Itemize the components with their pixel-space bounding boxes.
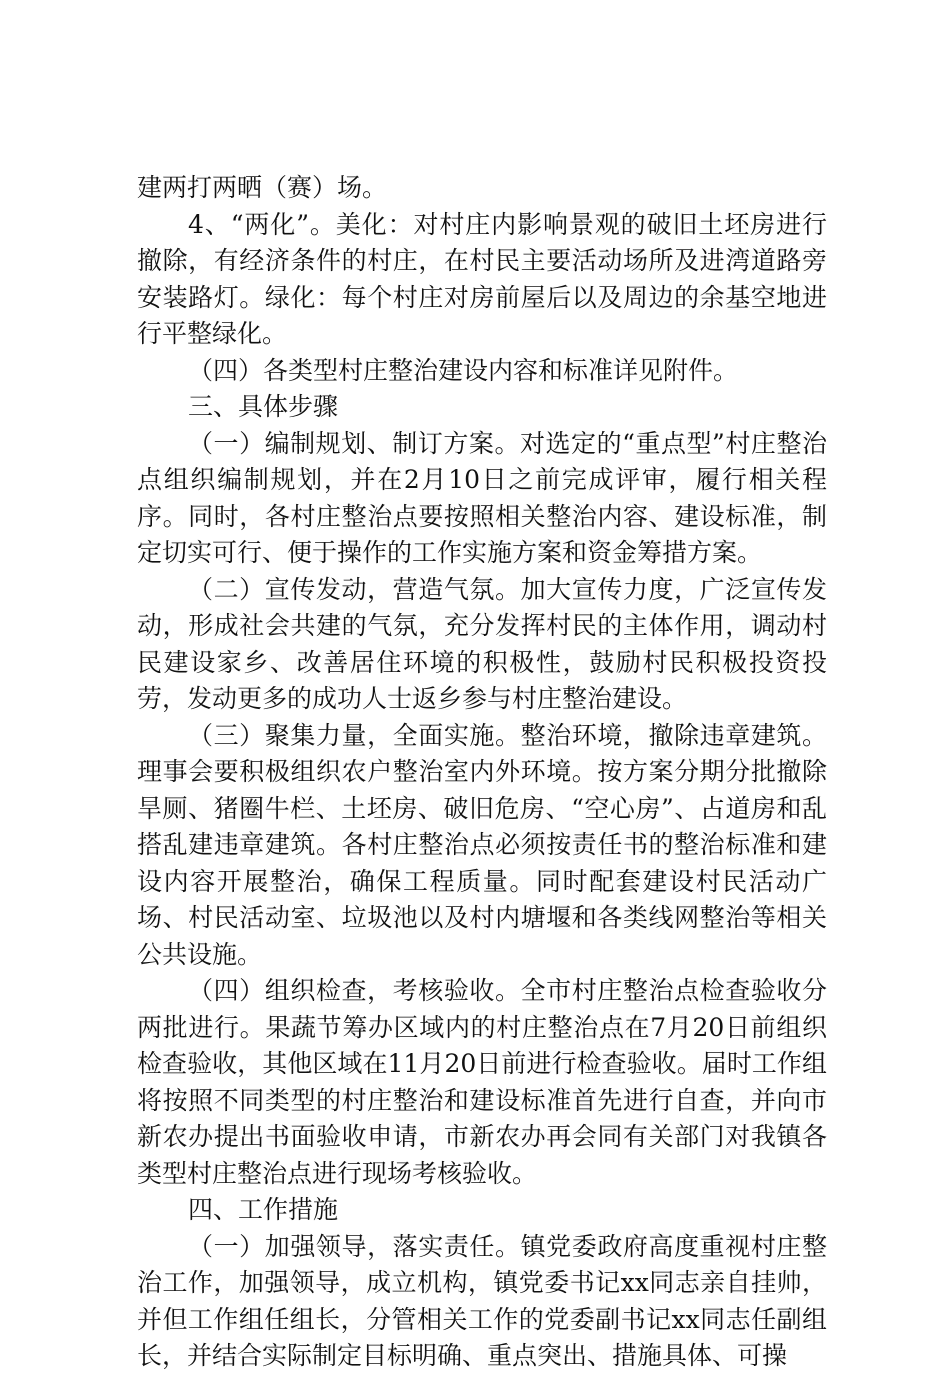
paragraph-step-inspection: （四）组织检查，考核验收。全市村庄整治点检查验收分两批进行。果蔬节筹办区域内的村庄整治点在7月20日前组织检查验收，其他区域在11月20日前进行检查验收。届时工作组将按照不同类型的村庄整治和建设标准首先进行自查，并向市新农办提出书面验收申请，市新农办再会同有关部门对我镇各类型村庄整治点进行现场考核验收。: [137, 976, 827, 1188]
section-heading-steps: 三、具体步骤: [188, 392, 339, 421]
paragraph-step-implementation: （三）聚集力量，全面实施。整治环境，撤除违章建筑。理事会要积极组织农户整治室内外环境。按方案分期分批撤除旱厕、猪圈牛栏、土坯房、破旧危房、“空心房”、占道房和乱搭乱建违章建筑。各村庄整治点必须按责任书的整治标准和建设内容开展整治，确保工程质量。同时配套建设村民活动广场、村民活动室、垃圾池以及村内塘堰和各类线网整治等相关公共设施。: [137, 720, 827, 969]
paragraph-step-publicity: （二）宣传发动，营造气氛。加大宣传力度，广泛宣传发动，形成社会共建的气氛，充分发挥村民的主体作用，调动村民建设家乡、改善居住环境的积极性，鼓励村民积极投资投劳，发动更多的成功人士返乡参与村庄整治建设。: [137, 574, 827, 713]
section-heading-measures: 四、工作措施: [188, 1195, 339, 1224]
paragraph-step-planning: （一）编制规划、制订方案。对选定的“重点型”村庄整治点组织编制规划，并在2月10日之前完成评审，履行相关程序。同时，各村庄整治点要按照相关整治内容、建设标准，制定切实可行、便于操作的工作实施方案和资金筹措方案。: [137, 428, 827, 567]
paragraph-two-improvements: 4、“两化”。美化：对村庄内影响景观的破旧土坯房进行撤除，有经济条件的村庄，在村民主要活动场所及进湾道路旁安装路灯。绿化：每个村庄对房前屋后以及周边的余基空地进行平整绿化。: [137, 209, 827, 348]
document-body: [137, 170, 827, 1375]
paragraph-attachment-note: （四）各类型村庄整治建设内容和标准详见附件。: [188, 355, 739, 385]
paragraph-continuation: 建两打两晒（赛）场。: [137, 173, 388, 202]
paragraph-measure-leadership: （一）加强领导，落实责任。镇党委政府高度重视村庄整治工作，加强领导，成立机构，镇党委书记xx同志亲自挂帅，并但工作组任组长，分管相关工作的党委副书记xx同志任副组长，并结合实际制定目标明确、重点突出、措施具体、可操: [137, 1231, 827, 1370]
